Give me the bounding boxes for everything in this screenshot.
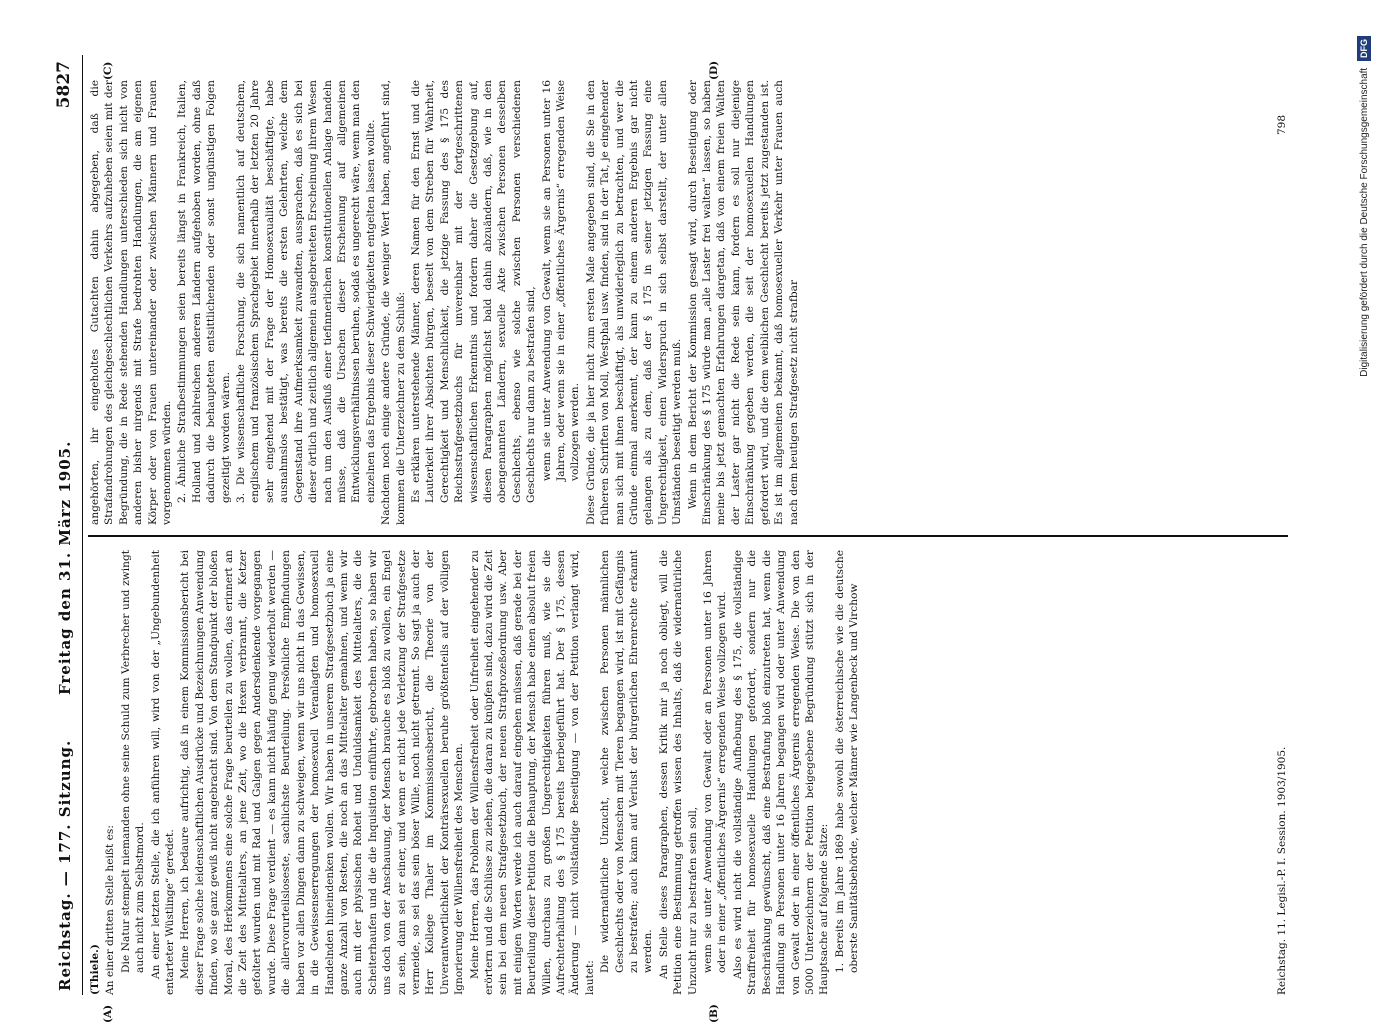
quote: Die widernatürliche Unzucht, welche zwischen Personen männlichen Geschlechts oder von Menschen mit Tieren begangen wird, ist mit Gefängnis zu bestrafen; auch kann auf Verlust der bürgerlichen Ehrenrechte erkannt werden. [599,550,655,973]
quote: wenn sie unter Anwendung von Gewalt oder an Personen unter 16 Jahren oder in einer „öffentliches Ärgernis“ erregenden Weise vollzogen wird. [702,550,729,973]
margin-marker-d: (D) [708,60,720,80]
quote: 3. Die wissenschaftliche Forschung, die sich namentlich auf deutschem, englischem und französischem Sprachgebiet innerhalb der letzten 20 Jahre sehr eingehend mit der Frage der Homosexualität beschäftigte, habe ausnahmslos bestätigt, was bereits die ersten Gelehrten, welche dem Gegenstand ihre Aufmerksamkeit zuwandten, aussprachen, daß es sich bei dieser örtlich und zeitlich allgemein ausgebreiteten Erscheinung ihrem Wesen nach um den Ausfluß einer tiefinnerlichen konstitutionellen Anlage handeln müsse, daß die Ursachen dieser Erscheinung auf allgemeinen Entwicklungsverhältnissen beruhen, sodaß es ungerecht wäre, wenn man den einzelnen das Ergebnis dieser Schwierigkeiten entgelten lassen wollte. [235,80,377,503]
credit-text: Digitalisierung gefördert durch die Deutsche Forschungsgemeinschaft [1359,67,1370,377]
paragraph: Wenn in dem Bericht der Kommission gesagt wird, durch Beseitigung oder Einschränkung des § 175 würde man „alle Laster frei walten“ lassen, so haben meine bis jetzt gemachten Erfahrungen dargetan, daß von einem freien Walten der Laster gar nicht die Rede sein kann, fordern es soll nur diejenige Einschränkung gegeben werden, die seit der homosexuellen Handlungen gefordert wird, und die dem weiblichen Geschlecht bereits jetzt zugestanden ist. Es ist im allgemeinen bekannt, daß homosexueller Verkehr unter Frauen auch nach dem heutigen Strafgesetz nicht strafbar [686,80,800,525]
sheet-number: 798 [1276,114,1288,135]
header-left-title: Reichstag. — 177. Sitzung. [56,739,74,991]
paragraph: Also es wird nicht die vollständige Aufhebung des § 175, die vollständige Straffreiheit für homosexuelle Handlungen gefordert, sondern nur die Beschränkung gewünscht, daß eine Bestrafung bloß einzutreten hat, wenn die Handlung an Personen unter 16 Jahren begangen wird oder unter Anwendung von Gewalt oder in einer öffentliches Ärgernis erregenden Weise. Die von den 5000 Unterzeichnern der Petition beigegebene Begründung stützt sich in der Hauptsache auf folgende Sätze: [731,550,831,995]
paragraph: An einer dritten Stelle heißt es: [104,825,117,995]
speaker-name: (Thiele.) [89,944,101,995]
quote: Es erklären unterstehende Männer, deren Namen für den Ernst und die Lauterkeit ihrer Absichten bürgen, beseelt von dem Streben für Wahrheit, Gerechtigkeit und Menschlichkeit, die jetzige Fassung des § 175 des Reichsstrafgesetzbuchs für unvereinbar mit der fortgeschrittenen wissenschaftlichen Erkenntnis und fordern daher die Gesetzgebung auf, diesen Paragraphen möglichst bald dahin abzuändern, daß, wie in den obengenannten Ländern, sexuelle Akte zwischen Personen desselben Geschlechts, ebenso wie solche zwischen Personen verschiedenen Geschlechts nur dann zu bestrafen sind, [409,80,538,503]
margin-marker-c: (C) [102,61,114,80]
quote: 2. Ähnliche Strafbestimmungen seien bereits längst in Frankreich, Italien, Holland und zahlreichen anderen Ländern aufgehoben worden, ohne daß dadurch die behaupteten entsittlichenden oder sonst ungünstigen Folgen gezeitigt worden wären. [176,80,232,503]
right-column [88,80,802,525]
paragraph: Meine Herren, das Problem der Willensfreiheit oder Unfreiheit eingehender zu erörtern und die Schlüsse zu ziehen, die daran zu knüpfen sind, dazu wird die Zeit sein bei dem neuen Strafgesetzbuch, der neuen Strafprozeßordnung usw. Aber mit einigen Worten werde ich auch darauf eingehen müssen, daß gerade bei der Beurteilung dieser Petition die Behauptung, der Mensch habe einen absolut freien Willen, durchaus zu großen Ungerechtigkeiten führen muß, wie sie die Aufrechterhaltung des § 175 bereits herbeigeführt hat. Der § 175, dessen Änderung — nicht vollständige Beseitigung — von der Petition verlangt wird, lautet: [468,550,596,995]
paragraph: An Stelle dieses Paragraphen, dessen Kritik mir ja noch obliegt, will die Petition eine Bestimmung getroffen wissen des Inhalts, daß die widernatürliche Unzucht nur zu bestrafen sein soll, [657,550,699,995]
column-divider [88,536,1288,538]
session-footer: Reichstag. 11. Legisl.-P. I. Session. 1903/1905. [1276,746,1288,995]
digitization-credit [1354,6,1376,996]
paragraph: Diese Gründe, die ja hier nicht zum ersten Male angegeben sind, die Sie in den früheren Schriften von Moll, Westphal usw. finden, sind in der Tat, je eingehender man sich mit ihnen beschäftigt, als unwiderleglich zu betrachten, und wer die Gründe einmal anerkennt, der kann zu einem anderen Ergebnis gar nicht gelangen als zu dem, daß der § 175 in seiner jetzigen Fassung eine Ungerechtigkeit, einen Widerspruch in sich selbst darstellt, der unter allen Umständen beseitigt werden muß. [584,80,684,525]
dfg-logo: DFG [1357,36,1371,61]
paragraph: Meine Herren, ich bedaure aufrichtig, daß in einem Kommissionsbericht bei dieser Frage solche leidenschaftlichen Ausdrücke und Bezeichnungen Anwendung finden, wo sie ganz gewiß nicht angebracht sind. Von dem Standpunkt der bloßen Moral, des Herkommens eine solche Frage beurteilen zu wollen, das erinnert an die Zeit des Mittelalters, an jene Zeit, wo die Hexen verbrannt, die Ketzer gefoltert wurden und mit Rad und Galgen gegen Andersdenkende vorgegangen wurde. Diese Frage verdient — es kann nicht häufig genug wiederholt werden — die allervorurteilsloseste, sachlichste Beurteilung. Persönliche Empfindungen haben vor allen Dingen dann zu schweigen, wenn wir uns nicht in das Gewissen, in die Gewissenserregungen der homosexuell Veranlagten und homosexuell Handelnden hineindenken wollen. Wir haben in unserem Strafgesetzbuch ja eine ganze Anzahl von Resten, die noch an das Mittelalter gemahnen, und wenn wir auch mit der physischen Roheit und Unduldsamkeit des Mittelalters, die die Scheiterhaufen und die die Inquisition einführte, gebrochen haben, so haben wir uns doch von der Anschauung, der Mensch brauche es bloß zu wollen, ein Engel zu sein, dann sei er einer, und wenn er nicht jede Verletzung der Strafgesetze vermeide, so sei das sein böser Wille, noch nicht getrennt. So sagt ja auch der Herr Kollege Thaler im Kommissionsbericht, die Theorie von der Unverantwortlichkeit der Konträrsexuellen beruhe größtenteils auf der völligen Ignorierung der Willensfreiheit des Menschen. [179,550,466,995]
quote: wenn sie unter Anwendung von Gewalt, wenn sie an Personen unter 16 Jahren, oder wenn sie in einer „öffentliches Ärgernis“ erregenden Weise vollzogen werden. [540,80,582,481]
margin-marker-b: (B) [708,1004,720,1023]
paragraph: Nachdem noch einige andere Gründe, die weniger Wert haben, angeführt sind, kommen die Unterzeichner zu dem Schluß: [380,80,407,525]
quote: angehörten, ihr eingeholtes Gutachten dahin abgegeben, daß die Strafandrohungen des gleichgeschlechtlichen Verkehrs aufzuheben seien mit der Begründung, die in Rede stehenden Handlungen unterschieden sich nicht von anderen bisher nirgends mit Strafe bedrohten Handlungen, die am eigenen Körper oder von Frauen untereinander oder zwischen Männern und Frauen vorgenommen würden. [89,80,174,525]
page-header [48,55,83,995]
quote: 1. Bereits im Jahre 1869 habe sowohl die österreichische wie die deutsche oberste Sanitätsbehörde, welcher Männer wie Langenbeck und Virchow [833,550,861,973]
paragraph: An einer letzten Stelle, die ich anführen will, wird von der „Ungebundenheit entarteter Wüstlinge“ geredet. [149,550,177,995]
header-date: Freitag den 31. März 1905. [56,440,74,695]
newspaper-sheet [48,55,1318,1023]
quote: Die Natur stempelt niemanden ohne seine Schuld zum Verbrecher und zwingt auch nicht zum Selbstmord. [119,550,147,973]
left-column [88,550,863,995]
page-number: 5827 [54,61,74,109]
margin-marker-a: (A) [102,1004,114,1023]
